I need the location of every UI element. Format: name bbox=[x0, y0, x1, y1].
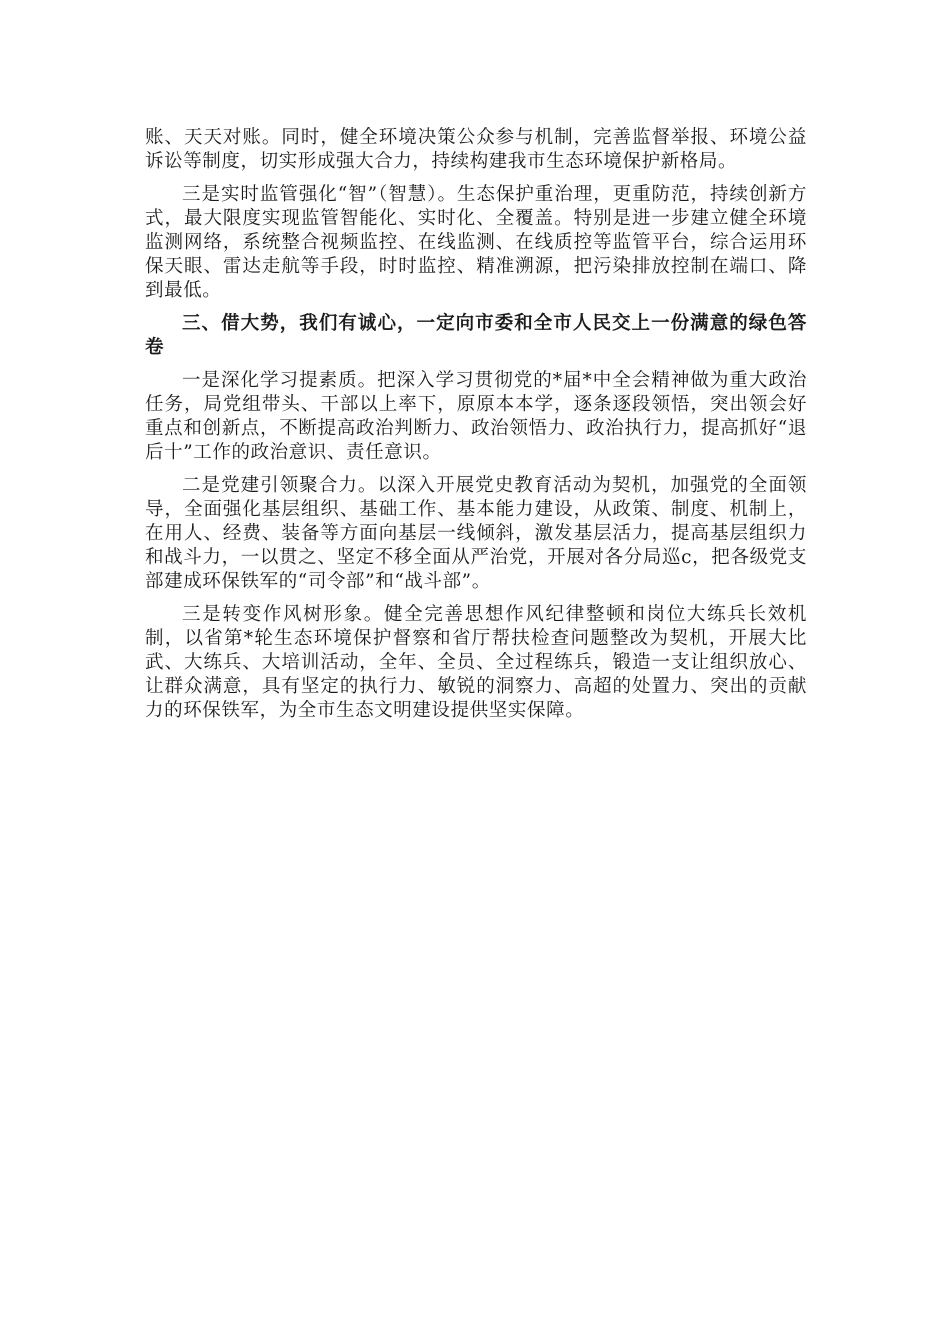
document-page bbox=[145, 126, 807, 723]
paragraph-work-style: 三是转变作风树形象。健全完善思想作风纪律整顿和岗位大练兵长效机制，以省第*轮生态环境保护督察和省厅帮扶检查问题整改为契机，开展大比武、大练兵、大培训活动，全年、全员、全过程练兵，锻造一支让组织放心、让群众满意，具有坚定的执行力、敏锐的洞察力、高超的处置力、突出的贡献力的环保铁军，为全市生态文明建设提供坚实保障。 bbox=[145, 604, 807, 721]
paragraph-study: 一是深化学习提素质。把深入学习贯彻党的*届*中全会精神做为重大政治任务，局党组带头、干部以上率下，原原本本学，逐条逐段领悟，突出领会好重点和创新点，不断提高政治判断力、政治领悟力、政治执行力，提高抓好“退后十”工作的政治意识、责任意识。 bbox=[145, 370, 807, 463]
paragraph-smart-supervision: 三是实时监管强化“智”（智慧）。生态保护重治理，更重防范，持续创新方式，最大限度实现监管智能化、实时化、全覆盖。特别是进一步建立健全环境监测网络，系统整合视频监控、在线监测、在线质控等监管平台，综合运用环保天眼、雷达走航等手段，时时监控、精准溯源，把污染排放控制在端口、降到最低。 bbox=[145, 184, 807, 301]
section-heading-three: 三、借大势，我们有诚心，一定向市委和全市人民交上一份满意的绿色答卷 bbox=[145, 313, 807, 358]
paragraph-party-building: 二是党建引领聚合力。以深入开展党史教育活动为契机，加强党的全面领导，全面强化基层组织、基础工作、基本能力建设，从政策、制度、机制上，在用人、经费、装备等方面向基层一线倾斜，激发基层活力，提高基层组织力和战斗力，一以贯之、坚定不移全面从严治党，开展对各分局巡c，把各级党支部建成环保铁军的“司令部”和“战斗部”。 bbox=[145, 475, 807, 592]
paragraph-continuation: 账、天天对账。同时，健全环境决策公众参与机制，完善监督举报、环境公益诉讼等制度，切实形成强大合力，持续构建我市生态环境保护新格局。 bbox=[145, 127, 807, 172]
